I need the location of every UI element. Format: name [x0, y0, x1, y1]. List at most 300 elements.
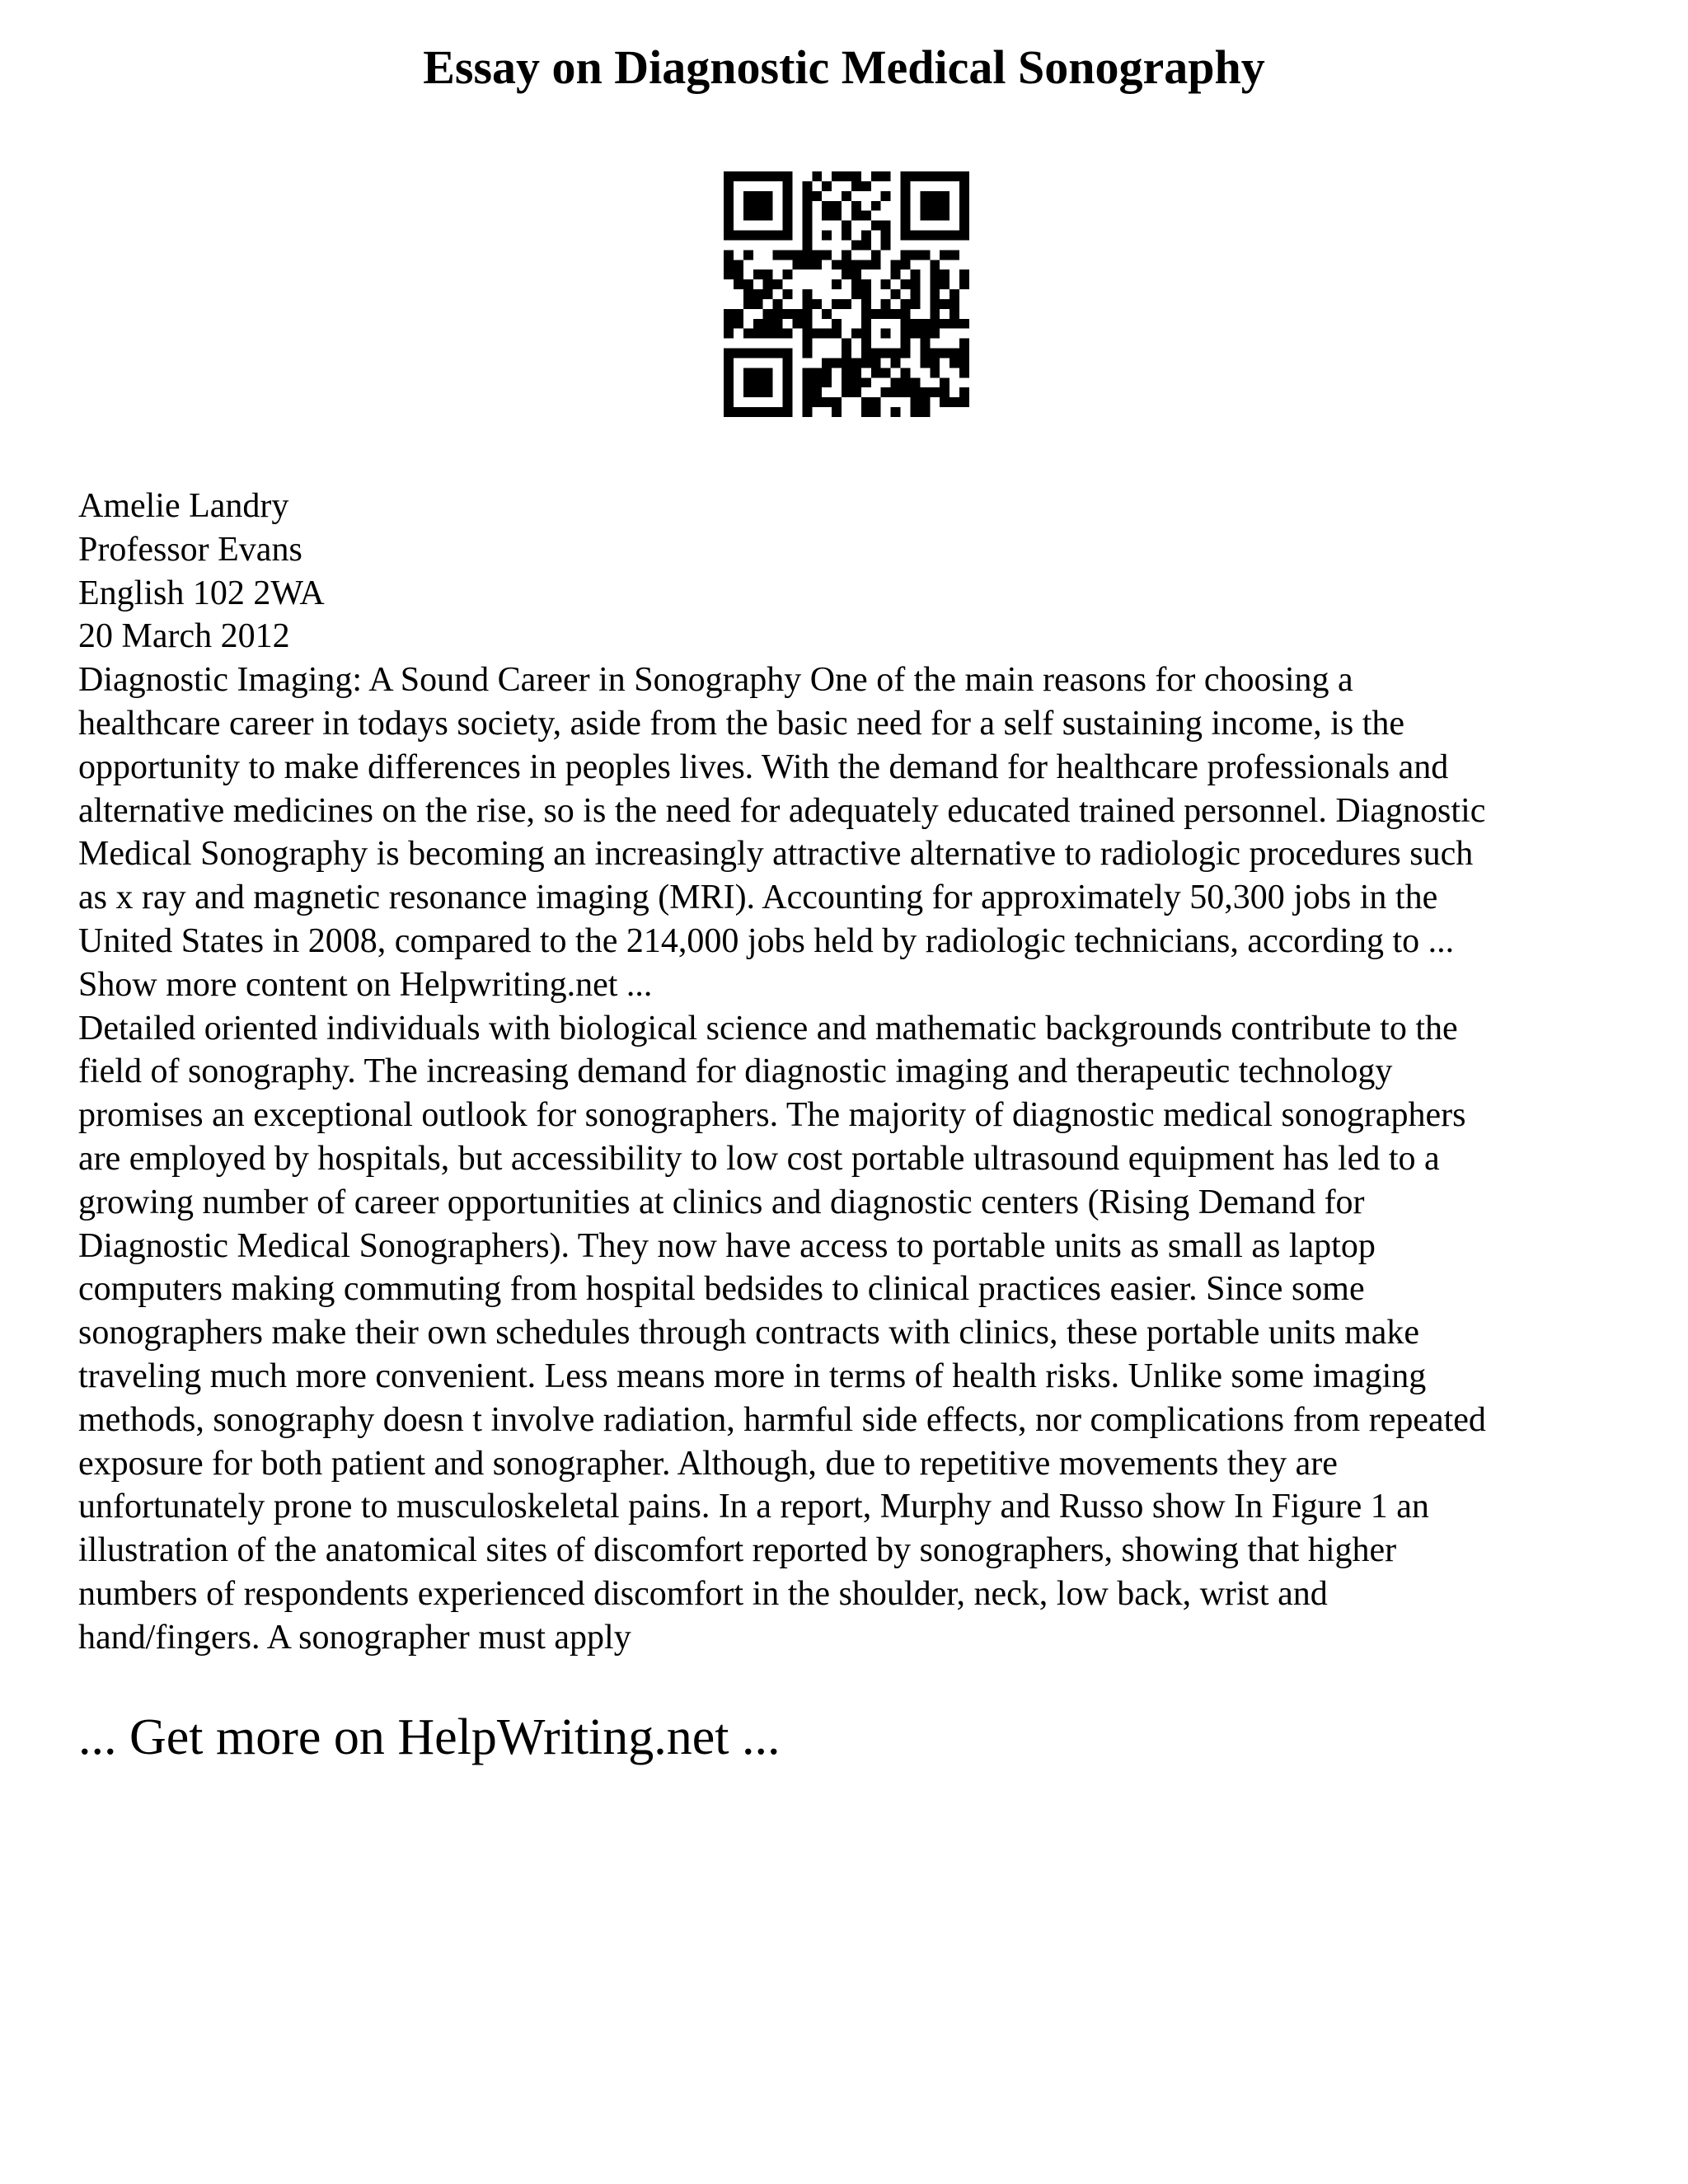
qr-module — [901, 377, 911, 387]
qr-module — [871, 171, 881, 181]
qr-module — [773, 299, 783, 309]
qr-module — [920, 250, 930, 260]
qr-module — [871, 397, 881, 407]
qr-module — [734, 349, 743, 359]
qr-module — [763, 319, 773, 329]
qr-module — [802, 289, 812, 299]
qr-module — [842, 221, 851, 231]
qr-module — [743, 407, 753, 417]
qr-module — [959, 349, 969, 359]
qr-module — [832, 397, 842, 407]
qr-module — [851, 211, 861, 221]
qr-module — [763, 387, 773, 397]
qr-module — [802, 299, 812, 309]
qr-module — [822, 329, 832, 339]
qr-module — [832, 211, 842, 221]
qr-module — [901, 329, 911, 339]
qr-module — [959, 211, 969, 221]
qr-module — [950, 319, 959, 329]
qr-module — [901, 171, 911, 181]
qr-module — [861, 397, 871, 407]
qr-module — [783, 329, 793, 339]
qr-module — [812, 387, 822, 397]
qr-module — [743, 289, 753, 299]
qr-module — [851, 279, 861, 289]
qr-module — [743, 368, 753, 377]
qr-module — [822, 231, 832, 241]
qr-module — [930, 368, 940, 377]
qr-module — [822, 250, 832, 260]
qr-module — [753, 349, 763, 359]
qr-module — [861, 279, 871, 289]
qr-module — [812, 260, 822, 269]
qr-module — [901, 221, 911, 231]
qr-module — [881, 191, 891, 201]
qr-code-icon — [724, 171, 969, 417]
qr-module — [861, 240, 871, 250]
qr-module — [783, 349, 793, 359]
qr-module — [783, 231, 793, 241]
qr-module — [901, 250, 911, 260]
body-line: as x ray and magnetic resonance imaging (MRI). Accounting for approximately 50,300 jobs in the — [78, 879, 1438, 917]
qr-module — [959, 358, 969, 368]
qr-module — [940, 387, 950, 397]
qr-module — [812, 171, 822, 181]
qr-module — [940, 201, 950, 211]
qr-module — [891, 358, 901, 368]
qr-module — [832, 329, 842, 339]
qr-module — [920, 201, 930, 211]
body-line: Diagnostic Medical Sonographers). They now have access to portable units as small as laptop — [78, 1226, 1376, 1265]
qr-module — [743, 201, 753, 211]
qr-module — [871, 349, 881, 359]
qr-module — [724, 191, 734, 201]
qr-module — [753, 191, 763, 201]
qr-module — [724, 377, 734, 387]
qr-module — [753, 319, 763, 329]
qr-module — [920, 407, 930, 417]
qr-module — [763, 201, 773, 211]
qr-module — [792, 250, 802, 260]
qr-module — [910, 299, 920, 309]
qr-module — [920, 329, 930, 339]
qr-module — [753, 377, 763, 387]
qr-module — [802, 368, 812, 377]
qr-module — [842, 299, 851, 309]
body-line: Medical Sonography is becoming an increasingly attractive alternative to radiologic procedures such — [78, 835, 1474, 874]
qr-module — [734, 309, 743, 319]
qr-module — [753, 329, 763, 339]
qr-module — [950, 358, 959, 368]
show-more-link[interactable]: Show more content on Helpwriting.net ... — [78, 965, 653, 1004]
qr-module — [763, 329, 773, 339]
qr-module — [753, 368, 763, 377]
qr-module — [842, 377, 851, 387]
qr-module — [724, 407, 734, 417]
qr-module — [930, 191, 940, 201]
qr-module — [959, 269, 969, 279]
qr-module — [940, 250, 950, 260]
qr-module — [930, 387, 940, 397]
qr-module — [851, 171, 861, 181]
qr-module — [724, 269, 734, 279]
qr-module — [773, 279, 783, 289]
qr-module — [724, 358, 734, 368]
qr-module — [783, 201, 793, 211]
qr-module — [861, 289, 871, 299]
body-line: numbers of respondents experienced discomfort in the shoulder, neck, low back, wrist and — [78, 1574, 1328, 1613]
qr-module — [851, 240, 861, 250]
qr-module — [842, 387, 851, 397]
qr-module — [959, 368, 969, 377]
qr-module — [920, 387, 930, 397]
qr-module — [734, 260, 743, 269]
qr-module — [881, 309, 891, 319]
qr-module — [930, 201, 940, 211]
qr-module — [940, 299, 950, 309]
qr-module — [871, 407, 881, 417]
body-line: opportunity to make differences in peoples lives. With the demand for healthcare professionals and — [78, 748, 1449, 786]
body-line: computers making commuting from hospital bedsides to clinical practices easier. Since some — [78, 1270, 1365, 1309]
qr-module — [743, 329, 753, 339]
qr-module — [763, 377, 773, 387]
qr-module — [851, 201, 861, 211]
qr-module — [822, 181, 832, 191]
qr-module — [724, 329, 734, 339]
body-line: hand/fingers. A sonographer must apply — [78, 1618, 631, 1657]
qr-module — [763, 279, 773, 289]
qr-module — [724, 387, 734, 397]
qr-module — [773, 329, 783, 339]
qr-module — [802, 349, 812, 359]
qr-module — [851, 358, 861, 368]
qr-module — [773, 319, 783, 329]
qr-module — [763, 231, 773, 241]
qr-module — [930, 358, 940, 368]
author-name: Amelie Landry — [78, 487, 289, 525]
qr-module — [842, 191, 851, 201]
qr-module — [851, 181, 861, 191]
qr-module — [901, 309, 911, 319]
qr-module — [901, 339, 911, 349]
qr-module — [724, 201, 734, 211]
qr-module — [901, 299, 911, 309]
qr-module — [783, 407, 793, 417]
qr-module — [812, 377, 822, 387]
qr-module — [802, 250, 812, 260]
qr-module — [773, 407, 783, 417]
qr-module — [802, 191, 812, 201]
qr-module — [783, 387, 793, 397]
qr-module — [783, 181, 793, 191]
body-line: healthcare career in todays society, aside from the basic need for a self sustaining income, is the — [78, 704, 1405, 743]
qr-module — [802, 231, 812, 241]
qr-module — [959, 387, 969, 397]
qr-module — [920, 339, 930, 349]
qr-module — [743, 211, 753, 221]
qr-module — [812, 250, 822, 260]
qr-module — [950, 231, 959, 241]
qr-module — [910, 231, 920, 241]
qr-module — [743, 387, 753, 397]
qr-module — [753, 299, 763, 309]
qr-module — [743, 279, 753, 289]
qr-module — [763, 269, 773, 279]
qr-module — [783, 269, 793, 279]
body-line: United States in 2008, compared to the 214,000 jobs held by radiologic technicians, according to ... — [78, 921, 1455, 960]
qr-module — [842, 171, 851, 181]
qr-module — [724, 221, 734, 231]
qr-module — [743, 377, 753, 387]
qr-module — [891, 377, 901, 387]
qr-module — [763, 368, 773, 377]
qr-module — [930, 309, 940, 319]
qr-module — [842, 358, 851, 368]
qr-module — [832, 407, 842, 417]
qr-module — [753, 171, 763, 181]
qr-module — [743, 231, 753, 241]
qr-module — [773, 349, 783, 359]
qr-module — [901, 211, 911, 221]
qr-module — [743, 191, 753, 201]
document-title: Essay on Diagnostic Medical Sonography — [423, 40, 1265, 94]
qr-module — [773, 250, 783, 260]
qr-module — [861, 299, 871, 309]
body-line: sonographers make their own schedules through contracts with clinics, these portable units make — [78, 1314, 1420, 1352]
qr-module — [783, 377, 793, 387]
qr-module — [940, 279, 950, 289]
qr-module — [901, 319, 911, 329]
qr-module — [724, 309, 734, 319]
qr-module — [802, 240, 812, 250]
qr-module — [881, 329, 891, 339]
qr-module — [910, 269, 920, 279]
qr-module — [832, 358, 842, 368]
qr-module — [891, 387, 901, 397]
qr-module — [753, 407, 763, 417]
qr-module — [812, 329, 822, 339]
qr-module — [753, 231, 763, 241]
body-line: alternative medicines on the rise, so is the need for adequately educated trained personnel. Diagnostic — [78, 791, 1486, 830]
qr-module — [724, 349, 734, 359]
qr-module — [822, 368, 832, 377]
qr-module — [812, 397, 822, 407]
qr-module — [851, 260, 861, 269]
qr-module — [881, 171, 891, 181]
qr-module — [851, 368, 861, 377]
qr-module — [724, 319, 734, 329]
qr-module — [871, 260, 881, 269]
qr-module — [920, 171, 930, 181]
qr-module — [930, 299, 940, 309]
qr-module — [812, 191, 822, 201]
course-name: English 102 2WA — [78, 574, 325, 612]
qr-module — [861, 339, 871, 349]
qr-module — [959, 171, 969, 181]
qr-module — [743, 171, 753, 181]
qr-module — [871, 368, 881, 377]
qr-module — [910, 250, 920, 260]
qr-module — [832, 299, 842, 309]
qr-module — [910, 407, 920, 417]
body-line: Diagnostic Imaging: A Sound Career in Sonography One of the main reasons for choosing a — [78, 661, 1353, 700]
qr-module — [822, 211, 832, 221]
qr-module — [783, 191, 793, 201]
qr-module — [910, 377, 920, 387]
qr-module — [959, 181, 969, 191]
qr-module — [930, 319, 940, 329]
qr-module — [871, 201, 881, 211]
qr-module — [783, 289, 793, 299]
qr-module — [881, 240, 891, 250]
qr-module — [881, 368, 891, 377]
qr-module — [832, 171, 842, 181]
qr-module — [822, 201, 832, 211]
qr-module — [773, 171, 783, 181]
qr-module — [802, 377, 812, 387]
qr-module — [842, 260, 851, 269]
qr-module — [930, 231, 940, 241]
qr-module — [861, 377, 871, 387]
qr-module — [940, 269, 950, 279]
qr-module — [783, 368, 793, 377]
qr-module — [822, 358, 832, 368]
qr-module — [832, 319, 842, 329]
qr-module — [783, 358, 793, 368]
body-line: Detailed oriented individuals with biological science and mathematic backgrounds contribute to the — [78, 1009, 1458, 1047]
qr-module — [871, 358, 881, 368]
qr-module — [959, 191, 969, 201]
qr-module — [753, 387, 763, 397]
qr-module — [802, 387, 812, 397]
qr-module — [832, 279, 842, 289]
qr-module — [920, 191, 930, 201]
body-line: growing number of career opportunities at clinics and diagnostic centers (Rising Demand for — [78, 1183, 1365, 1221]
body-line: unfortunately prone to musculoskeletal pains. In a report, Murphy and Russo show In Figure 1 an — [78, 1488, 1429, 1526]
qr-module — [812, 299, 822, 309]
get-more-link[interactable]: ... Get more on HelpWriting.net ... — [78, 1709, 781, 1765]
qr-module — [940, 319, 950, 329]
qr-module — [910, 289, 920, 299]
qr-module — [724, 171, 734, 181]
body-line: methods, sonography doesn t involve radiation, harmful side effects, nor complications from repeated — [78, 1400, 1486, 1439]
qr-module — [734, 171, 743, 181]
qr-module — [783, 221, 793, 231]
qr-module — [763, 349, 773, 359]
qr-module — [743, 349, 753, 359]
qr-module — [871, 309, 881, 319]
essay-date: 20 March 2012 — [78, 617, 290, 656]
qr-module — [940, 171, 950, 181]
qr-module — [891, 260, 901, 269]
body-line: promises an exceptional outlook for sonographers. The majority of diagnostic medical sonographers — [78, 1096, 1466, 1135]
qr-module — [930, 211, 940, 221]
qr-module — [763, 289, 773, 299]
qr-module — [783, 397, 793, 407]
qr-module — [950, 250, 959, 260]
qr-module — [851, 377, 861, 387]
qr-module — [861, 260, 871, 269]
qr-module — [881, 349, 891, 359]
qr-module — [930, 269, 940, 279]
qr-module — [802, 201, 812, 211]
qr-module — [851, 269, 861, 279]
qr-module — [842, 368, 851, 377]
qr-module — [959, 201, 969, 211]
qr-module — [753, 269, 763, 279]
qr-module — [881, 279, 891, 289]
qr-module — [881, 387, 891, 397]
qr-module — [950, 289, 959, 299]
qr-module — [930, 289, 940, 299]
qr-module — [861, 349, 871, 359]
qr-module — [802, 181, 812, 191]
qr-module — [783, 250, 793, 260]
qr-module — [773, 231, 783, 241]
qr-module — [822, 309, 832, 319]
qr-module — [901, 368, 911, 377]
qr-module — [724, 250, 734, 260]
qr-module — [792, 309, 802, 319]
qr-module — [861, 231, 871, 241]
qr-module — [802, 329, 812, 339]
qr-module — [940, 377, 950, 387]
qr-module — [724, 181, 734, 191]
qr-module — [861, 319, 871, 329]
qr-module — [773, 309, 783, 319]
qr-module — [743, 250, 753, 260]
qr-module — [950, 309, 959, 319]
qr-module — [783, 309, 793, 319]
qr-module — [861, 358, 871, 368]
qr-module — [930, 260, 940, 269]
qr-module — [724, 260, 734, 269]
qr-module — [861, 407, 871, 417]
qr-module — [792, 319, 802, 329]
body-line: are employed by hospitals, but accessibility to low cost portable ultrasound equipment has led to a — [78, 1139, 1440, 1178]
qr-module — [901, 387, 911, 397]
qr-module — [910, 397, 920, 407]
qr-module — [950, 397, 959, 407]
qr-module — [724, 368, 734, 377]
qr-module — [734, 407, 743, 417]
qr-module — [802, 211, 812, 221]
qr-module — [959, 319, 969, 329]
qr-module — [724, 397, 734, 407]
qr-module — [950, 349, 959, 359]
qr-module — [822, 397, 832, 407]
body-line: illustration of the anatomical sites of discomfort reported by sonographers, showing that higher — [78, 1531, 1397, 1570]
qr-module — [783, 171, 793, 181]
qr-module — [763, 191, 773, 201]
qr-module — [802, 309, 812, 319]
qr-module — [940, 191, 950, 201]
qr-module — [920, 397, 930, 407]
qr-module — [891, 289, 901, 299]
qr-module — [920, 349, 930, 359]
qr-module — [832, 260, 842, 269]
qr-module — [930, 279, 940, 289]
qr-module — [851, 289, 861, 299]
qr-module — [920, 211, 930, 221]
qr-module — [734, 319, 743, 329]
qr-module — [881, 231, 891, 241]
qr-module — [910, 171, 920, 181]
qr-module — [901, 260, 911, 269]
qr-module — [842, 250, 851, 260]
qr-module — [910, 319, 920, 329]
qr-module — [734, 231, 743, 241]
